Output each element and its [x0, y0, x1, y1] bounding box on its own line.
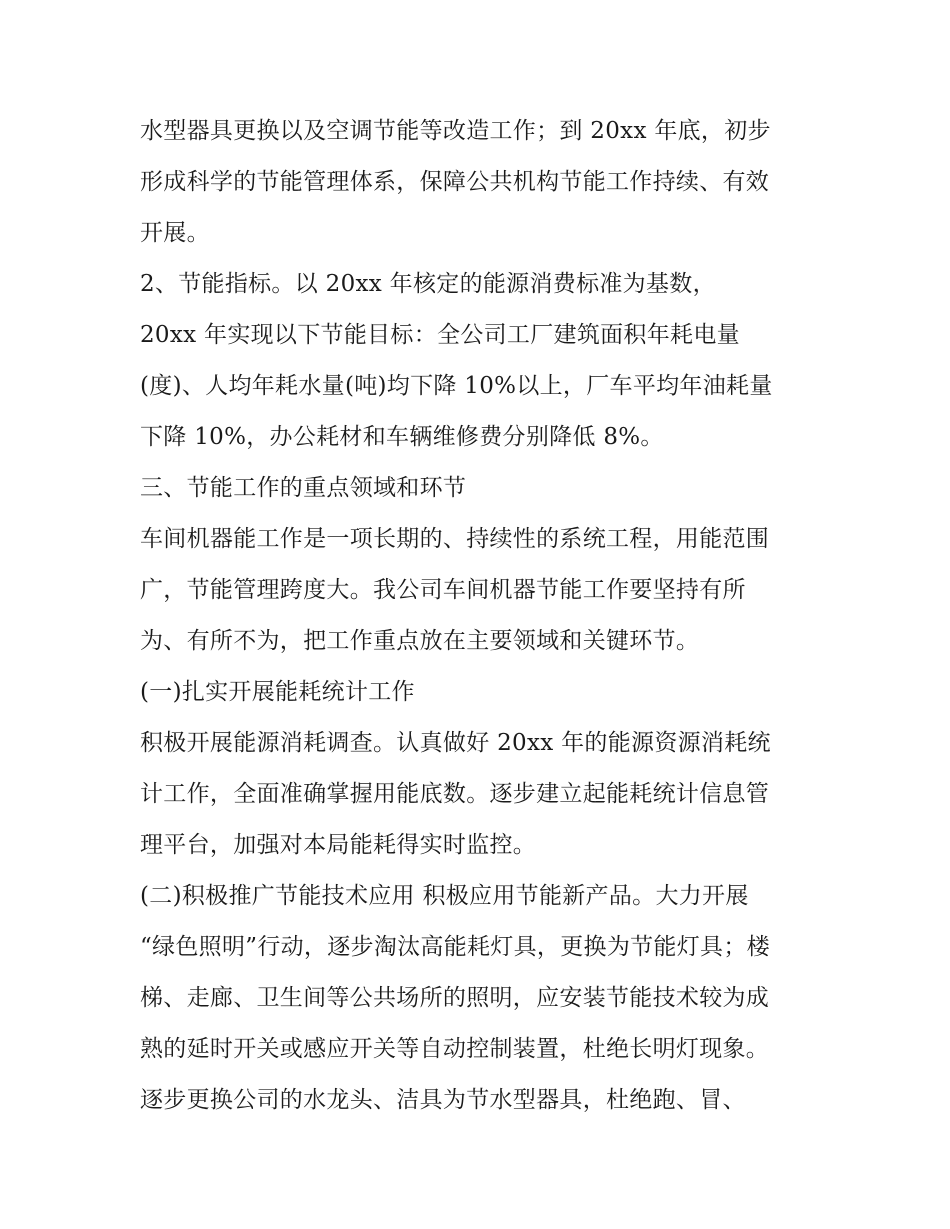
text-line-17: “绿色照明”行动，逐步淘汰高能耗灯具，更换为节能灯具；楼	[140, 934, 770, 960]
text-line-11: 为、有所不为，把工作重点放在主要领域和关键环节。	[140, 628, 700, 654]
text-line-3: 开展。	[140, 220, 210, 246]
text-line-13: 积极开展能源消耗调查。认真做好 20xx 年的能源资源消耗统	[140, 730, 771, 756]
section-heading-key-areas: 三、节能工作的重点领域和环节	[140, 475, 467, 501]
text-line-15: 理平台，加强对本局能耗得实时监控。	[140, 832, 537, 858]
section-heading-energy-target: 2、节能指标。以 20xx 年核定的能源消费标准为基数，	[140, 271, 716, 297]
text-line-9: 车间机器能工作是一项长期的、持续性的系统工程，用能范围	[140, 526, 770, 552]
text-line-20: 逐步更换公司的水龙头、洁具为节水型器具，杜绝跑、冒、	[140, 1087, 746, 1113]
subheading-statistics: (一)扎实开展能耗统计工作	[140, 679, 415, 705]
text-line-7: 下降 10%，办公耗材和车辆维修费分别降低 8%。	[140, 424, 664, 450]
text-line-14: 计工作，全面准确掌握用能底数。逐步建立起能耗统计信息管	[140, 781, 770, 807]
text-line-19: 熟的延时开关或感应开关等自动控制装置，杜绝长明灯现象。	[140, 1036, 770, 1062]
text-line-5: 20xx 年实现以下节能目标：全公司工厂建筑面积年耗电量	[140, 322, 740, 348]
subheading-technology: (二)积极推广节能技术应用 积极应用节能新产品。大力开展	[140, 883, 749, 909]
text-line-10: 广，节能管理跨度大。我公司车间机器节能工作要坚持有所	[140, 577, 746, 603]
text-line-2: 形成科学的节能管理体系，保障公共机构节能工作持续、有效	[140, 169, 770, 195]
text-line-1: 水型器具更换以及空调节能等改造工作；到 20xx 年底，初步	[140, 118, 771, 144]
text-line-18: 梯、走廊、卫生间等公共场所的照明，应安装节能技术较为成	[140, 985, 770, 1011]
text-line-6: (度)、人均年耗水量(吨)均下降 10%以上，厂车平均年油耗量	[140, 373, 773, 399]
